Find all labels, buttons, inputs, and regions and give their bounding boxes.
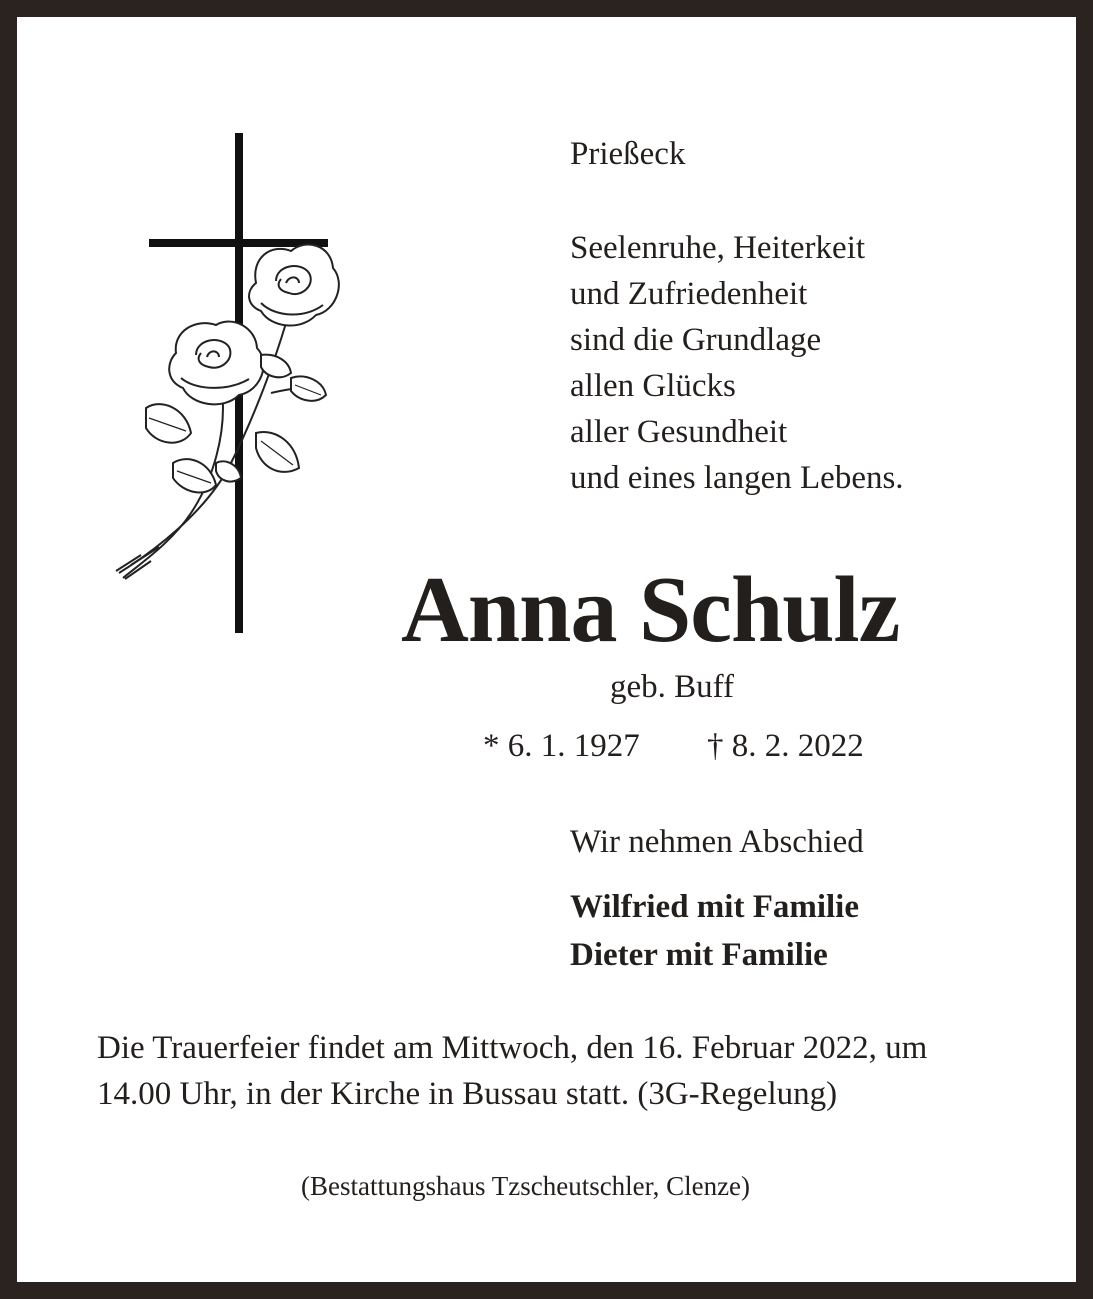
poem-line: Seelenruhe, Heiterkeit: [570, 230, 866, 266]
farewell-line: Wir nehmen Abschied: [570, 824, 864, 860]
funeral-service-info: [97, 1025, 927, 1117]
mourners-list: [570, 883, 859, 979]
mourner: Dieter mit Familie: [570, 937, 828, 973]
poem-line: und eines langen Lebens.: [570, 460, 904, 496]
maiden-name: geb. Buff: [610, 669, 735, 705]
poem-line: allen Glücks: [570, 368, 736, 404]
undertaker-credit: (Bestattungshaus Tzscheutschler, Clenze): [301, 1171, 751, 1201]
memorial-poem: [570, 225, 904, 501]
poem-line: sind die Grundlage: [570, 322, 822, 358]
poem-line: aller Gesundheit: [570, 414, 788, 450]
mourner: Wilfried mit Familie: [570, 889, 859, 925]
service-line: 14.00 Uhr, in der Kirche in Bussau statt. (3G-Regelung): [97, 1076, 838, 1112]
birth-date: * 6. 1. 1927: [483, 728, 640, 764]
poem-line: und Zufriedenheit: [570, 276, 808, 312]
service-line: Die Trauerfeier findet am Mittwoch, den 16. Februar 2022, um: [97, 1030, 928, 1066]
location: Prießeck: [570, 136, 686, 172]
deceased-name: Anna Schulz: [401, 558, 900, 662]
death-date: † 8. 2. 2022: [707, 728, 864, 764]
